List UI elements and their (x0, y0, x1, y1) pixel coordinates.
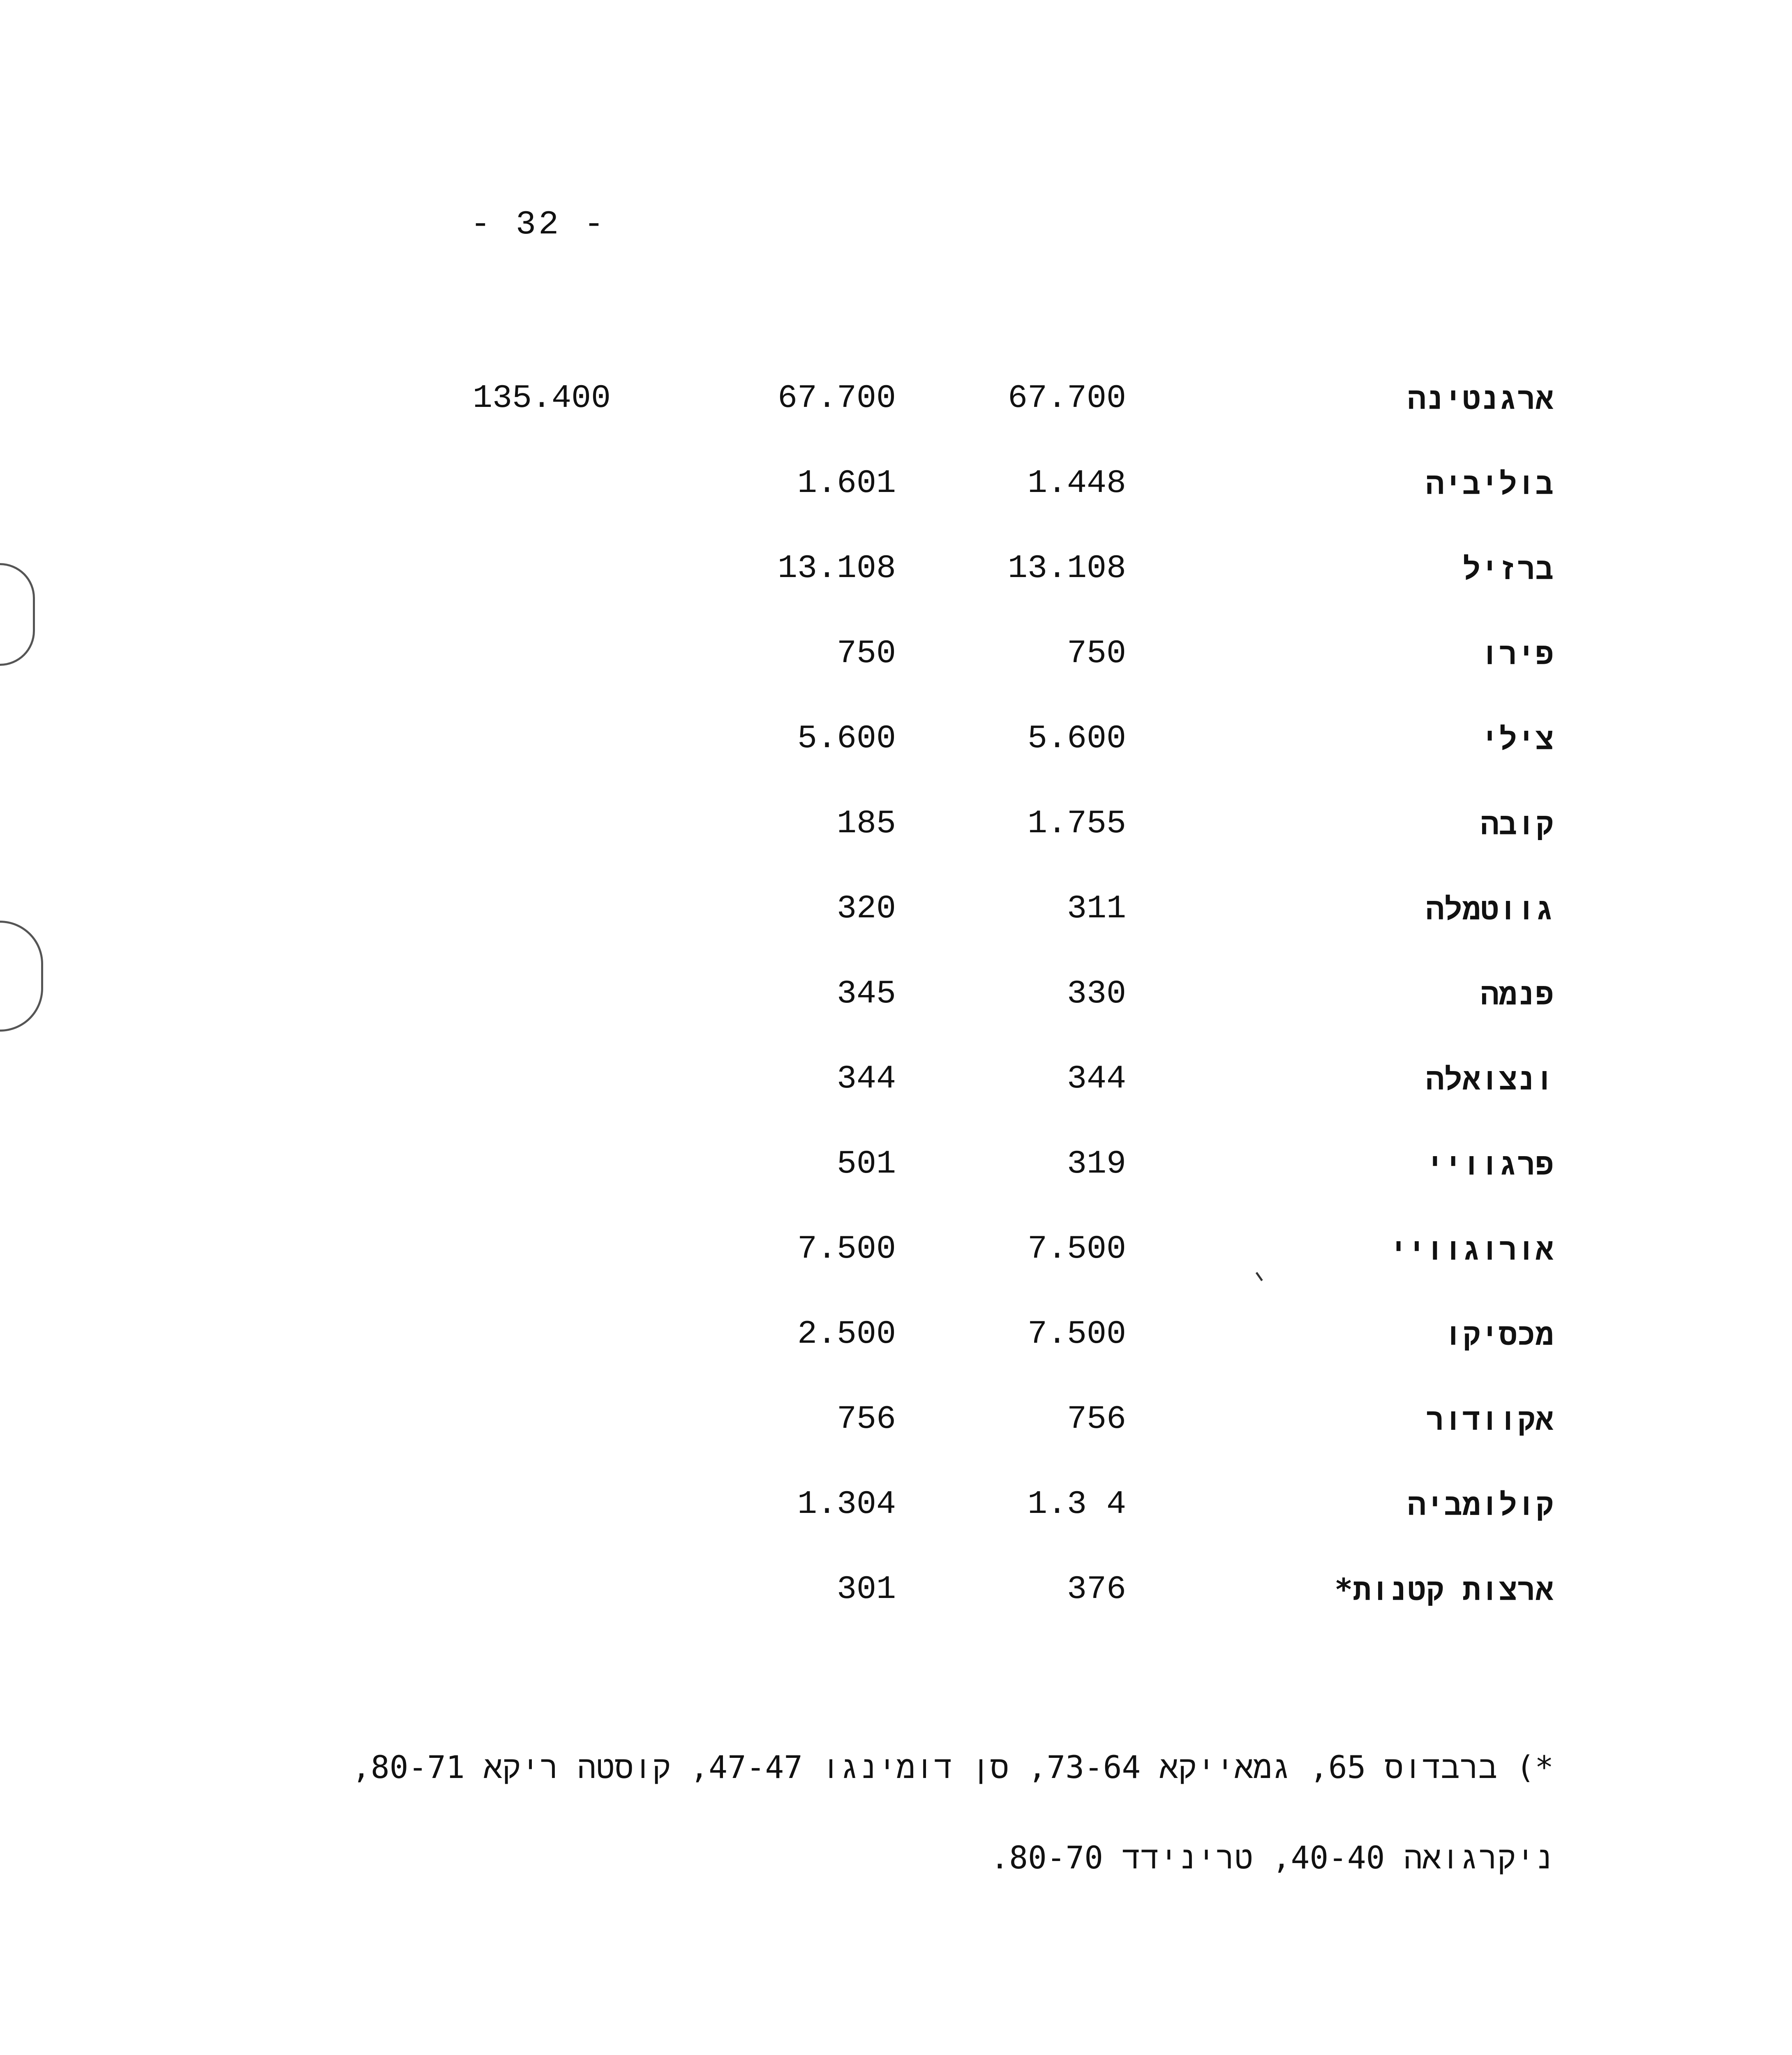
country-name: ברזיל (1462, 551, 1554, 586)
page-number: - 32 - (470, 206, 607, 244)
value-col-a: 13.108 (777, 550, 896, 587)
value-col-b: 1.755 (1027, 805, 1126, 843)
footnote-line-2: ניקרגואה 40-40, טרינידד 80-70. (990, 1839, 1554, 1876)
footnote-line-1: *) ברבדוס 65, גמאייקא 73-64, סן דומינגו 47-47, קוסטה ריקא 80-71, (352, 1749, 1554, 1785)
value-col-b: 344 (1067, 1060, 1126, 1098)
table-row (0, 889, 1792, 974)
table-row (0, 1399, 1792, 1484)
country-name: אורוגוויי (1389, 1232, 1554, 1267)
value-col-a: 750 (836, 635, 896, 672)
value-col-b: 319 (1067, 1145, 1126, 1183)
country-name: בוליביה (1426, 466, 1554, 501)
table-row (0, 718, 1792, 804)
row-total: 135.400 (473, 380, 611, 417)
value-col-b: 13.108 (1007, 550, 1126, 587)
value-col-a: 756 (836, 1401, 896, 1438)
value-col-a: 185 (836, 805, 896, 843)
value-col-a: 2.500 (797, 1316, 896, 1353)
value-col-b: 376 (1067, 1571, 1126, 1608)
table-row (0, 1314, 1792, 1399)
value-col-a: 501 (836, 1145, 896, 1183)
country-name: קולומביה (1407, 1487, 1554, 1522)
value-col-b: 67.700 (1007, 380, 1126, 417)
value-col-a: 7.500 (797, 1231, 896, 1268)
value-col-a: 301 (836, 1571, 896, 1608)
country-name: פירו (1480, 636, 1554, 672)
table-row (0, 974, 1792, 1059)
value-col-a: 67.700 (777, 380, 896, 417)
value-col-b: 1.448 (1027, 465, 1126, 502)
country-name: ארגנטינה (1407, 381, 1554, 416)
value-col-a: 344 (836, 1060, 896, 1098)
value-col-b: 756 (1067, 1401, 1126, 1438)
country-name: פרגוויי (1426, 1147, 1554, 1182)
table-row (0, 378, 1792, 463)
country-name: קובה (1480, 806, 1554, 842)
table-row (0, 1484, 1792, 1569)
country-name: אקוודור (1426, 1402, 1554, 1437)
value-col-b: 1.3 4 (1027, 1486, 1126, 1523)
table-row (0, 1144, 1792, 1229)
country-name: גווטמלה (1426, 891, 1554, 927)
value-col-b: 750 (1067, 635, 1126, 672)
table-row (0, 1229, 1792, 1314)
country-name: צילי (1480, 721, 1554, 757)
value-col-a: 320 (836, 890, 896, 928)
country-name: פנמה (1480, 977, 1554, 1012)
value-col-b: 7.500 (1027, 1231, 1126, 1268)
table-row (0, 633, 1792, 718)
country-name: מכסיקו (1444, 1317, 1554, 1352)
country-name: ונצואלה (1426, 1062, 1554, 1097)
value-col-b: 330 (1067, 975, 1126, 1013)
table-row (0, 463, 1792, 548)
table-row (0, 1059, 1792, 1144)
value-col-a: 1.304 (797, 1486, 896, 1523)
value-col-b: 5.600 (1027, 720, 1126, 757)
table-row (0, 548, 1792, 633)
data-table (0, 378, 1792, 1654)
value-col-b: 7.500 (1027, 1316, 1126, 1353)
value-col-a: 5.600 (797, 720, 896, 757)
value-col-a: 345 (836, 975, 896, 1013)
country-name: ארצות קטנות* (1334, 1572, 1554, 1607)
table-row (0, 1569, 1792, 1654)
value-col-a: 1.601 (797, 465, 896, 502)
table-row (0, 804, 1792, 889)
value-col-b: 311 (1067, 890, 1126, 928)
